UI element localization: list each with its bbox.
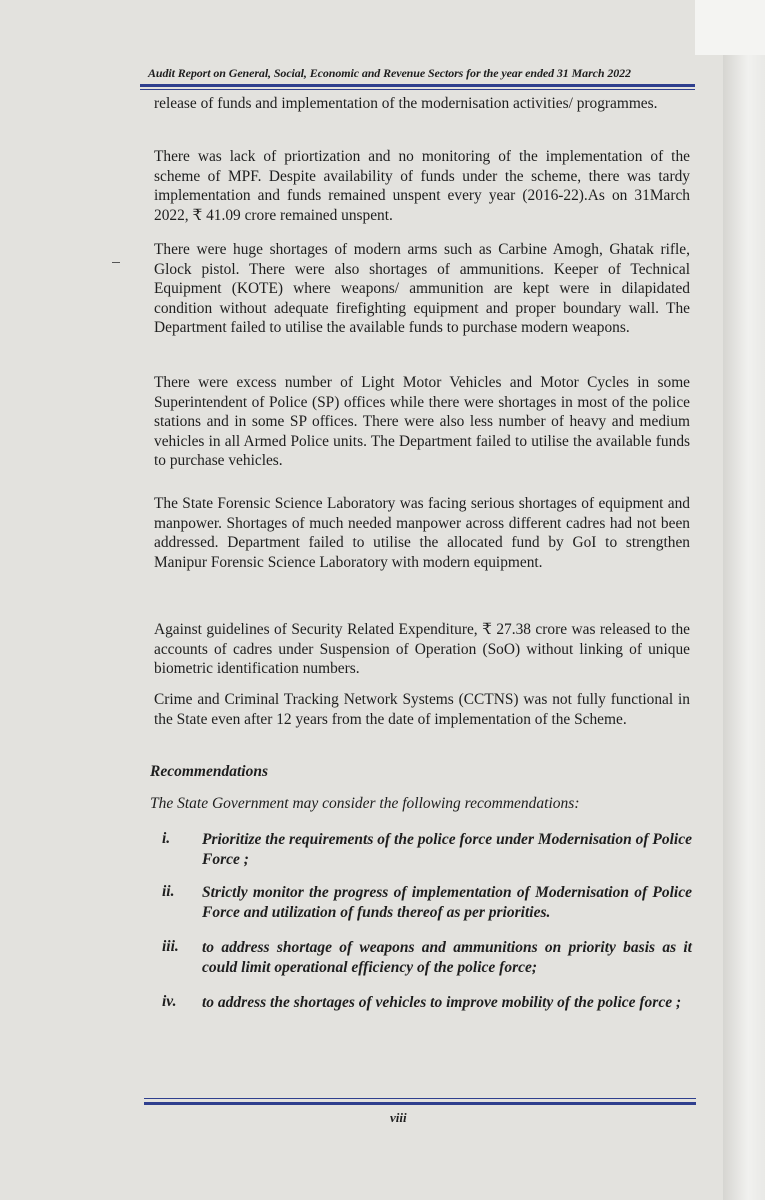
recommendation-text: Strictly monitor the progress of implementation of Modernisation of Police Force and utilization of funds thereof as per priorities. [202,884,692,921]
paragraph-security-expenditure: Against guidelines of Security Related Expenditure, ₹ 27.38 crore was released to the accounts of cadres under Suspension of Operation (SoO) without linking of unique biometric identification numbers. [154,621,690,678]
footer-rule-thin [144,1098,696,1099]
recommendation-number: ii. [162,883,175,900]
paragraph-arms-shortage: There were huge shortages of modern arms such as Carbine Amogh, Ghatak rifle, Glock pistol. There were also shortages of ammunitions. Keeper of Technical Equipment (KOTE) where weapons/ ammunition are kept were in dilapidated condition without adequate firefighting equipment and proper boundary wall. The Department failed to utilise the available funds to purchase modern weapons. [154,241,690,337]
document-page [140,60,700,1200]
header-rule-thick [140,84,695,87]
header-rule-thin [140,89,695,90]
paragraph-forensic-lab: The State Forensic Science Laboratory was facing serious shortages of equipment and manpower. Shortages of much needed manpower across different cadres had not been addressed. Department failed to utilise the allocated fund by GoI to strengthen Manipur Forensic Science Laboratory with modern equipment. [154,495,690,571]
paragraph-cctns: Crime and Criminal Tracking Network Systems (CCTNS) was not fully functional in the State even after 12 years from the date of implementation of the Scheme. [154,691,690,728]
recommendation-text: to address the shortages of vehicles to improve mobility of the police force ; [202,994,682,1011]
page-edge-strip [723,0,765,1200]
recommendation-number: iv. [162,993,177,1010]
paragraph-vehicles: There were excess number of Light Motor Vehicles and Motor Cycles in some Superintendent of Police (SP) offices while there were shortages in most of the police stations and in some SP offices. There were also less number of heavy and medium vehicles in all Armed Police units. The Department failed to utilise the available funds to purchase vehicles. [154,374,690,470]
paper-corner [695,0,765,55]
footer-rule-thick [144,1102,696,1105]
paragraph-continued: release of funds and implementation of the modernisation activities/ programmes. [154,95,658,112]
page-number: viii [390,1110,407,1125]
margin-tick-mark [112,262,120,263]
paragraph-mpf-funds: There was lack of priortization and no monitoring of the implementation of the scheme of MPF. Despite availability of funds under the scheme, there was tardy implementation and funds remained unspent every year (2016-22).As on 31March 2022, ₹ 41.09 crore remained unspent. [154,148,690,224]
running-header: Audit Report on General, Social, Economic and Revenue Sectors for the year ended 31 March 2022 [148,66,631,80]
recommendation-number: iii. [162,938,179,955]
recommendation-number: i. [162,830,171,847]
recommendations-intro: The State Government may consider the following recommendations: [150,795,580,812]
recommendations-heading: Recommendations [150,763,268,780]
recommendation-text: Prioritize the requirements of the police force under Modernisation of Police Force ; [202,831,692,868]
recommendation-text: to address shortage of weapons and ammunitions on priority basis as it could limit operational efficiency of the police force; [202,939,692,976]
